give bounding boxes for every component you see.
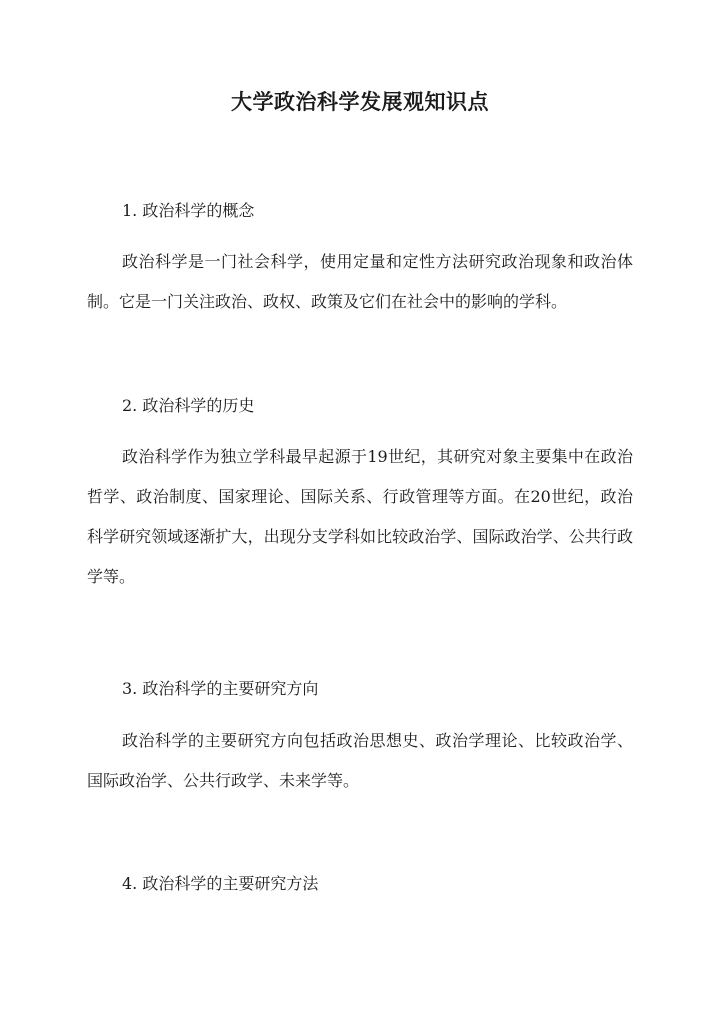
section-body-concept: 政治科学是一门社会科学，使用定量和定性方法研究政治现象和政治体制。它是一门关注政治、政权、政策及它们在社会中的影响的学科。 bbox=[87, 252, 633, 311]
page-title: 大学政治科学发展观知识点 bbox=[231, 89, 489, 114]
section-heading-concept: 1. 政治科学的概念 bbox=[122, 201, 255, 220]
section-heading-history: 2. 政治科学的历史 bbox=[122, 396, 255, 415]
section-heading-research-methods: 4. 政治科学的主要研究方法 bbox=[122, 874, 319, 893]
section-body-research-directions: 政治科学的主要研究方向包括政治思想史、政治学理论、比较政治学、国际政治学、公共行政学、未来学等。 bbox=[87, 731, 633, 790]
section-heading-research-directions: 3. 政治科学的主要研究方向 bbox=[122, 679, 319, 698]
section-body-history: 政治科学作为独立学科最早起源于19世纪，其研究对象主要集中在政治哲学、政治制度、国家理论、国际关系、行政管理等方面。在20世纪，政治科学研究领域逐渐扩大，出现分支学科如比较政治学、国际政治学、公共行政学等。 bbox=[87, 447, 633, 586]
